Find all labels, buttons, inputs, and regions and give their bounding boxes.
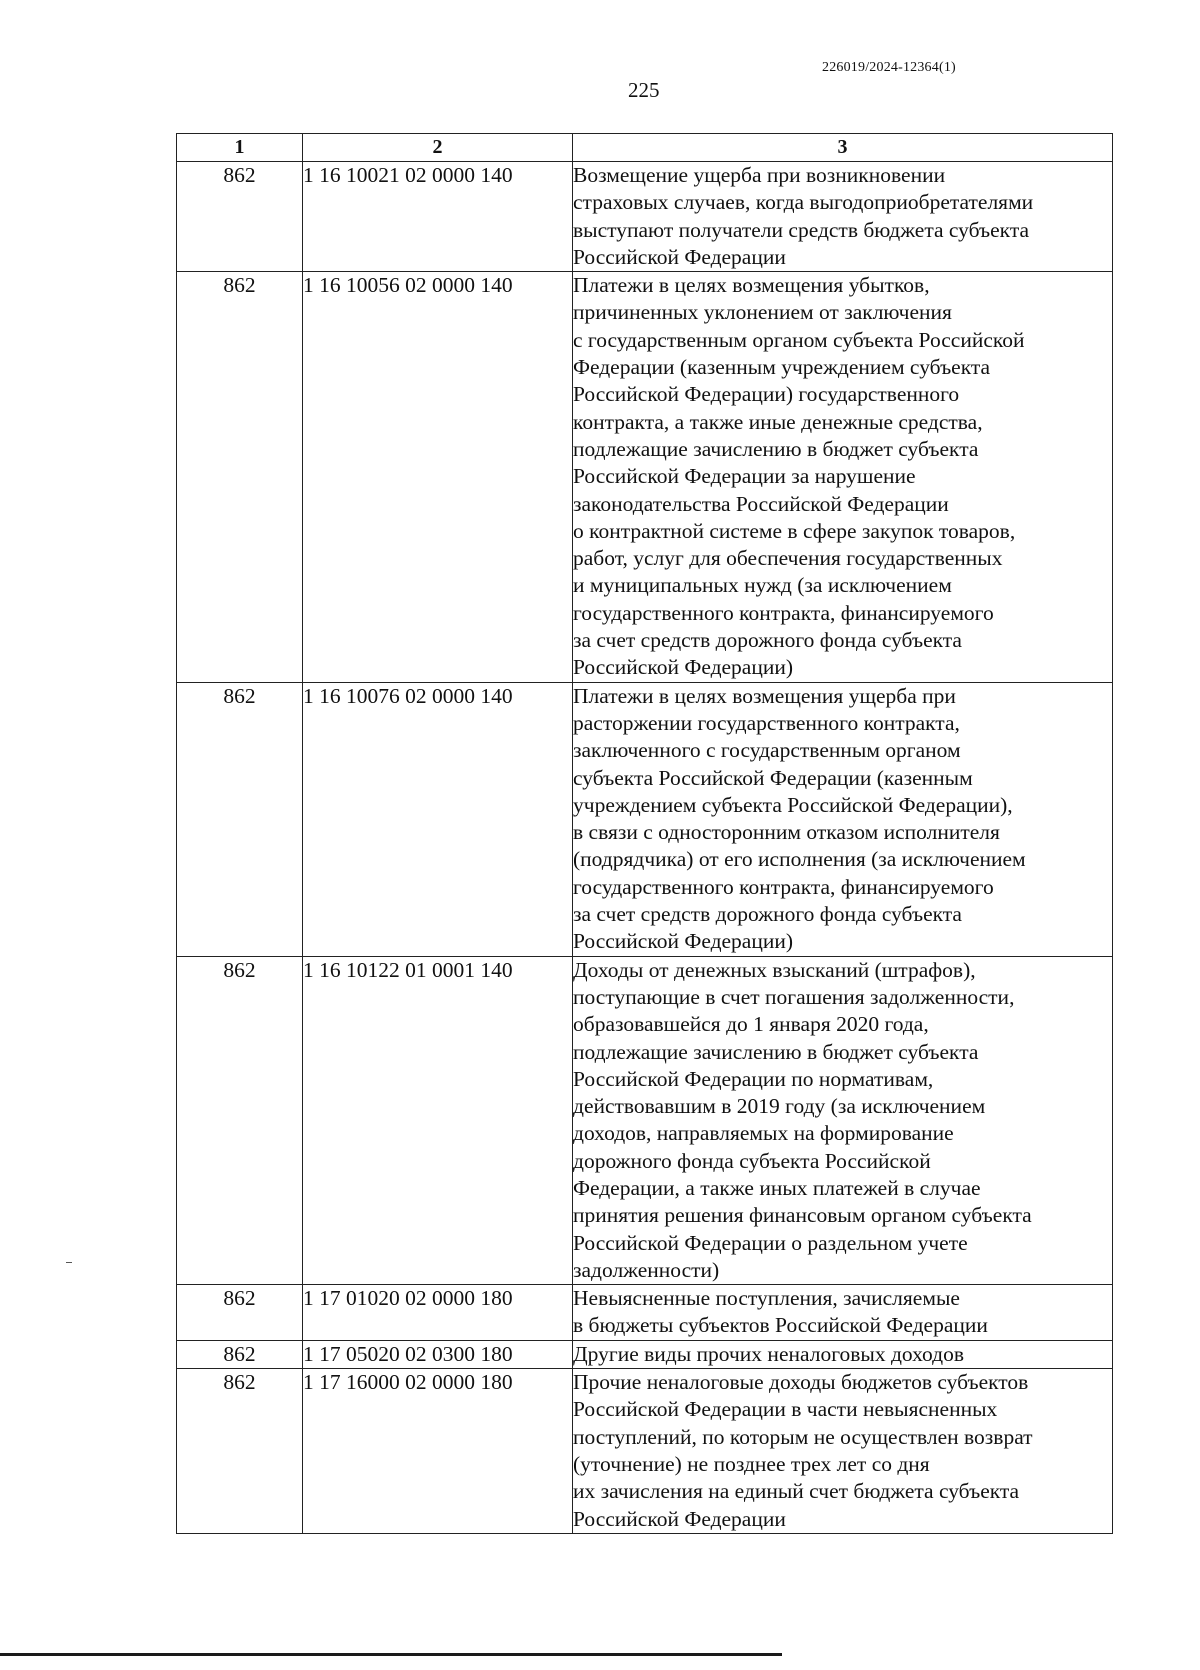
table-row	[177, 682, 1113, 956]
description-line: законодательства Российской Федерации	[573, 491, 949, 516]
description-line: Российской Федерации	[573, 1506, 786, 1531]
revenue-code-cell: 1 17 16000 02 0000 180	[303, 1369, 573, 1534]
description-line: Российской Федерации о раздельном учете	[573, 1230, 968, 1255]
description-line: образовавшейся до 1 января 2020 года,	[573, 1012, 929, 1037]
description-line: государственного контракта, финансируемого	[573, 874, 994, 899]
description-line: подлежащие зачислению в бюджет субъекта	[573, 1039, 979, 1064]
description-cell	[573, 1340, 1113, 1368]
description-line: задолженности)	[573, 1257, 720, 1282]
table-row	[177, 956, 1113, 1285]
description-line: Доходы от денежных взысканий (штрафов),	[573, 957, 976, 982]
description-cell	[573, 1285, 1113, 1341]
description-line: их зачисления на единый счет бюджета субъекта	[573, 1479, 1020, 1504]
description-line: подлежащие зачислению в бюджет субъекта	[573, 436, 979, 461]
table-row	[177, 272, 1113, 682]
description-cell	[573, 162, 1113, 272]
description-line: расторжении государственного контракта,	[573, 710, 960, 735]
admin-code-cell: 862	[177, 162, 303, 272]
description-line: страховых случаев, когда выгодоприобретателями	[573, 190, 1034, 215]
description-line: (подрядчика) от его исполнения (за исключением	[573, 847, 1026, 872]
revenue-code-cell: 1 16 10122 01 0001 140	[303, 956, 573, 1285]
description-line: Российской Федерации)	[573, 655, 794, 680]
description-line: (уточнение) не позднее трех лет со дня	[573, 1451, 930, 1476]
bottom-scan-rule	[0, 1653, 782, 1656]
description-line: Платежи в целях возмещения ущерба при	[573, 683, 956, 708]
description-line: о контрактной системе в сфере закупок товаров,	[573, 518, 1016, 543]
description-line: за счет средств дорожного фонда субъекта	[573, 902, 962, 927]
column-header-1: 1	[177, 134, 303, 162]
description-line: Российской Федерации в части невыясненных	[573, 1397, 998, 1422]
description-line: субъекта Российской Федерации (казенным	[573, 765, 973, 790]
description-line: за счет средств дорожного фонда субъекта	[573, 628, 962, 653]
description-line: поступающие в счет погашения задолженности,	[573, 984, 1015, 1009]
revenue-code-cell: 1 17 05020 02 0300 180	[303, 1340, 573, 1368]
revenue-code-cell: 1 17 01020 02 0000 180	[303, 1285, 573, 1341]
revenue-code-cell: 1 16 10021 02 0000 140	[303, 162, 573, 272]
description-line: действовавшим в 2019 году (за исключением	[573, 1094, 986, 1119]
description-line: учреждением субъекта Российской Федерации),	[573, 792, 1013, 817]
description-line: контракта, а также иные денежные средства,	[573, 409, 983, 434]
description-line: Возмещение ущерба при возникновении	[573, 163, 946, 187]
description-cell	[573, 272, 1113, 682]
description-line: работ, услуг для обеспечения государственных	[573, 546, 1003, 571]
description-line: выступают получатели средств бюджета субъекта	[573, 217, 1030, 242]
description-line: принятия решения финансовым органом субъекта	[573, 1203, 1032, 1228]
description-line: причиненных уклонением от заключения	[573, 300, 952, 325]
description-line: Прочие неналоговые доходы бюджетов субъектов	[573, 1370, 1029, 1395]
description-line: государственного контракта, финансируемого	[573, 600, 994, 625]
admin-code-cell: 862	[177, 682, 303, 956]
description-line: дорожного фонда субъекта Российской	[573, 1148, 931, 1173]
column-header-3: 3	[573, 134, 1113, 162]
description-line: Российской Федерации)	[573, 929, 794, 954]
description-line: Платежи в целях возмещения убытков,	[573, 273, 930, 298]
description-line: в связи с односторонним отказом исполнителя	[573, 820, 1000, 845]
document-registration-number: 226019/2024-12364(1)	[822, 60, 956, 75]
table-header-row	[177, 134, 1113, 162]
description-cell	[573, 956, 1113, 1285]
table-row	[177, 1340, 1113, 1368]
admin-code-cell: 862	[177, 272, 303, 682]
admin-code-cell: 862	[177, 1285, 303, 1341]
description-line: Российской Федерации по нормативам,	[573, 1066, 934, 1091]
table-row	[177, 162, 1113, 272]
description-line: Другие виды прочих неналоговых доходов	[573, 1341, 965, 1366]
description-line: Федерации (казенным учреждением субъекта	[573, 355, 991, 380]
admin-code-cell: 862	[177, 1340, 303, 1368]
page-number: 225	[628, 78, 660, 102]
description-cell	[573, 1369, 1113, 1534]
column-header-2: 2	[303, 134, 573, 162]
table-row	[177, 1285, 1113, 1341]
description-line: Федерации, а также иных платежей в случае	[573, 1175, 981, 1200]
admin-code-cell: 862	[177, 956, 303, 1285]
description-line: Российской Федерации) государственного	[573, 382, 960, 407]
description-line: доходов, направляемых на формирование	[573, 1121, 954, 1146]
description-line: в бюджеты субъектов Российской Федерации	[573, 1313, 988, 1338]
description-line: и муниципальных нужд (за исключением	[573, 573, 952, 598]
margin-mark	[66, 1262, 72, 1263]
description-line: заключенного с государственным органом	[573, 738, 961, 763]
revenue-codes-table	[176, 133, 1113, 1534]
description-line: Невыясненные поступления, зачисляемые	[573, 1286, 960, 1311]
description-line: Российской Федерации	[573, 244, 786, 269]
table-row	[177, 1369, 1113, 1534]
description-line: поступлений, по которым не осуществлен возврат	[573, 1424, 1033, 1449]
revenue-code-cell: 1 16 10056 02 0000 140	[303, 272, 573, 682]
revenue-code-cell: 1 16 10076 02 0000 140	[303, 682, 573, 956]
description-line: Российской Федерации за нарушение	[573, 464, 916, 489]
admin-code-cell: 862	[177, 1369, 303, 1534]
description-line: с государственным органом субъекта Российской	[573, 327, 1025, 352]
description-cell	[573, 682, 1113, 956]
